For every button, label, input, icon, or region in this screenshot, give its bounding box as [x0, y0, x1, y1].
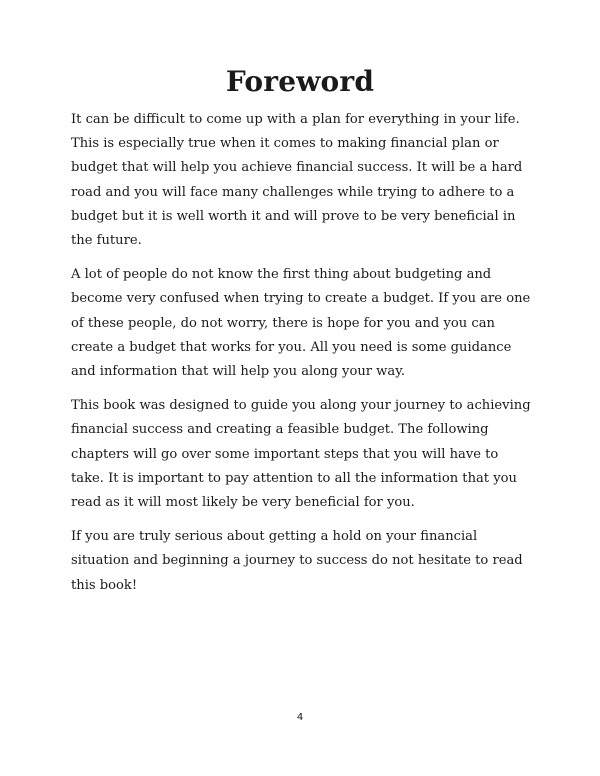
page-number: 4	[296, 712, 304, 723]
paragraph-2: A lot of people do not know the first thing about budgeting and become very confused when trying to create a budget. If you are one of these people, do not worry, there is hope for you and you can create a budget that works for you. All you need is some guidance and information that will help you along your way.	[71, 267, 531, 380]
paragraph-4: If you are truly serious about getting a hold on your financial situation and beginning a journey to success do not hesitate to read this book!	[71, 529, 523, 593]
paragraph-3: This book was designed to guide you along your journey to achieving financial success and creating a feasible budget. The following chapters will go over some important steps that you will have to take. It is important to pay attention to all the information that you read as it will most likely be very beneficial for you.	[71, 398, 531, 511]
foreword-body	[71, 108, 533, 608]
paragraph-1: It can be difficult to come up with a plan for everything in your life. This is especially true when it comes to making financial plan or budget that will help you achieve financial success. It will be a hard road and you will face many challenges while trying to adhere to a budget but it is well worth it and will prove to be very beneficial in the future.	[71, 112, 523, 249]
page-title: Foreword	[225, 65, 375, 98]
